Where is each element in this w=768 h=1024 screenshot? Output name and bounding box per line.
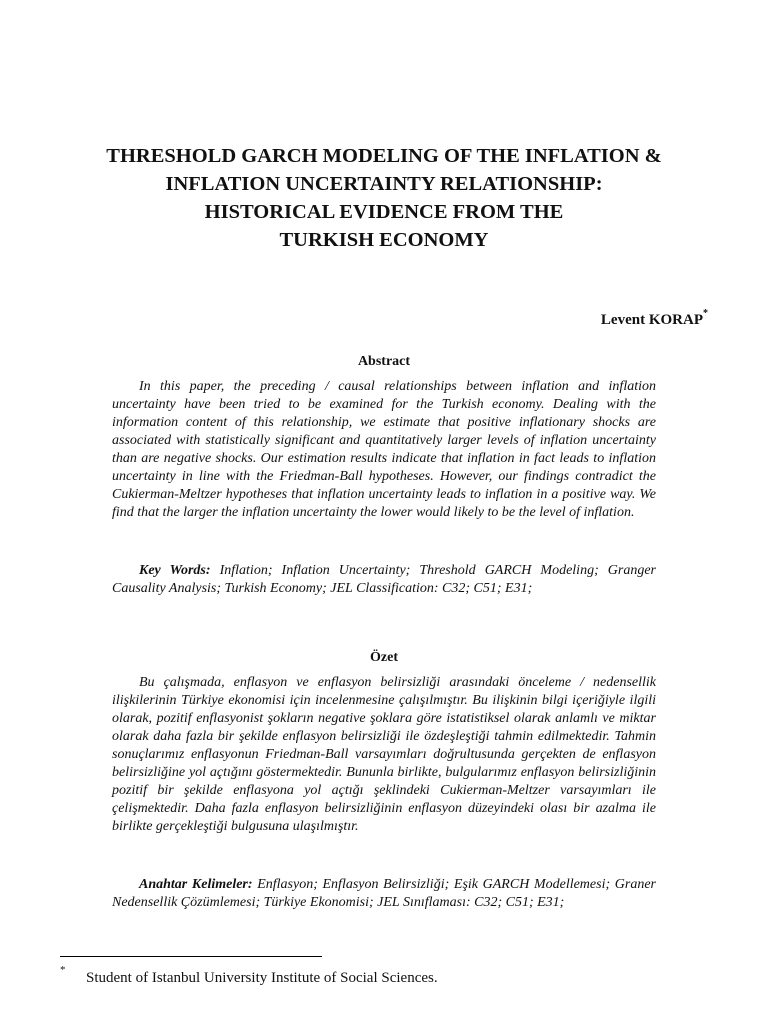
title-line: HISTORICAL EVIDENCE FROM THE: [204, 201, 564, 223]
author-footnote-mark: *: [703, 308, 708, 319]
footnote-mark: *: [60, 964, 66, 976]
author-name: Levent KORAP: [600, 312, 703, 328]
title-line: THRESHOLD GARCH MODELING OF THE INFLATION &: [106, 145, 662, 167]
author-line: [601, 310, 708, 329]
paper-title: [40, 142, 728, 254]
footnote-divider: [60, 956, 322, 957]
footnote-text: Student of Istanbul University Institute of Social Sciences.: [86, 970, 438, 986]
anahtar-kelimeler-text: Enflasyon; Enflasyon Belirsizliği; Eşik GARCH Modellemesi; Graner Nedensellik Çözümlemesi; Türkiye Ekonomisi; JEL Sınıflaması: C32; C51; E31;: [112, 877, 656, 910]
keywords-label: Key Words:: [139, 563, 211, 578]
abstract-keywords: [112, 562, 656, 598]
ozet-heading: Özet: [370, 650, 398, 665]
ozet-keywords: [112, 876, 656, 912]
abstract-body: In this paper, the preceding / causal relationships between inflation and inflation uncertainty have been tried to be examined for the Turkish economy. Dealing with the information content of this relationship, we estimate that positive inflationary shocks are associated with statistically significant and quantitatively larger levels of inflation uncertainty than are negative shocks. Our estimation results indicate that inflation in fact leads to inflation uncertainty in line with the Friedman-Ball hypotheses. However, our findings contradict the Cukierman-Meltzer hypotheses that inflation uncertainty leads to inflation in a positive way. We find that the larger the inflation uncertainty the lower would likely to be the level of inflation.: [112, 379, 656, 520]
title-line: INFLATION UNCERTAINTY RELATIONSHIP:: [165, 173, 603, 195]
abstract-heading: Abstract: [357, 354, 411, 369]
keywords-text: Inflation; Inflation Uncertainty; Threshold GARCH Modeling; Granger Causality Analysis; Turkish Economy; JEL Classification: C32; C51; E31;: [112, 563, 656, 596]
ozet-body: Bu çalışmada, enflasyon ve enflasyon belirsizliği arasındaki önceleme / nedensellik ilişkilerinin Türkiye ekonomisi için incelenmesine çalışılmıştır. Bu ilişkinin bilgi içeriğiyle ilgili olarak, pozitif enflasyonist şokların negative şoklara göre istatistiksel olarak anlamlı ve miktar olarak daha fazla bir şekilde enflasyon belirsizliği ile özdeşleştiği tahmin edilmektedir. Tahmin sonuçlarımız enflasyonun Friedman-Ball varsayımları doğrultusunda gerçekten de enflasyon belirsizliğine yol açtığını göstermektedir. Bununla birlikte, bulgularımız enflasyon belirsizliğinin pozitif bir şekilde enflasyona yol açtığı şeklindeki Cukierman-Meltzer varsayımları ile çelişmektedir. Daha fazla enflasyon belirsizliğinin enflasyon düzeyindeki olası bir azalma ile birlikte gerçekleştiği bulgusuna ulaşılmıştır.: [112, 675, 656, 834]
title-line: TURKISH ECONOMY: [279, 229, 489, 251]
anahtar-kelimeler-label: Anahtar Kelimeler:: [139, 877, 253, 892]
